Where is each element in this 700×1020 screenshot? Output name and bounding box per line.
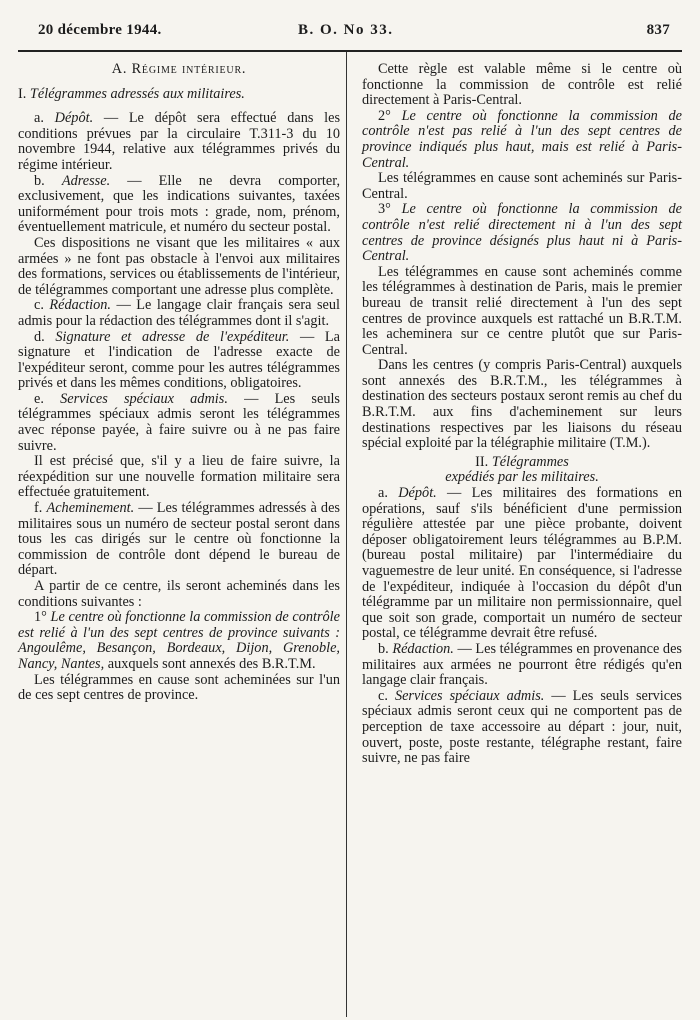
paragraph-redaction <box>18 298 340 329</box>
section-1-title: Télégrammes adressés aux militaires. <box>29 85 245 102</box>
section-2-heading <box>362 455 682 486</box>
case-1-number: 1° <box>34 609 51 626</box>
paragraph-adresse <box>18 174 340 236</box>
case-2-number: 2° <box>378 107 402 124</box>
right-column <box>362 62 682 767</box>
adresse-label: Adresse. <box>61 172 111 189</box>
services-2-text: — Les seuls services spéciaux admis seront ceux qui ne comportent pas de perception de taxe accessoire au départ : jour, nuit, ouvert, poste, poste restante, télégraphe restant, faire suivre, ne pas faire <box>362 687 682 767</box>
paragraph-redaction-2 <box>362 642 682 689</box>
paragraph-regle: Cette règle est valable même si le centre où fonctionne la commission de contrôle est relié directement à Paris-Central. <box>362 61 682 109</box>
depot-2-letter: a. <box>378 485 399 502</box>
services-2-label: Services spéciaux admis. <box>394 687 545 704</box>
adresse-letter: b. <box>34 172 62 189</box>
case-2-italic: Le centre où fonctionne la commission de contrôle n'est pas relié à l'un des sept centres de province indiqués plus haut, mais est relié à Paris-Central. <box>362 107 682 171</box>
services-2-letter: c. <box>378 687 395 704</box>
section-2-title-line1: Télégrammes <box>491 453 569 470</box>
case-1-italic: Le centre où fonctionne la commission de contrôle est relié à l'un des sept centres de province suivants : Angoulême, Besançon, Bordeaux, Dijon, Grenoble, Nancy, Nantes, <box>18 609 340 672</box>
paragraph-case-1 <box>18 610 340 672</box>
section-1-heading <box>18 87 340 103</box>
section-a-heading <box>18 62 340 78</box>
depot-label: Dépôt. <box>54 110 94 127</box>
redaction-label: Rédaction. <box>49 297 111 314</box>
adresse-text: — Elle ne devra comporter, exclusivement, que les indications suivantes, taxées uniformément pour trois mots : grade, nom, prénom, éventuellement matricule, et numéro du secteur postal. <box>18 172 341 236</box>
header-date: 20 décembre 1944. <box>38 22 162 38</box>
paragraph-services <box>18 392 340 454</box>
section-2-title-line2: expédiés par les militaires. <box>445 469 599 486</box>
redaction-2-letter: b. <box>378 640 393 657</box>
services-text: — Les seuls télégrammes spéciaux admis seront les télégrammes avec réponse payée, à faire suivre ou à ne pas faire suivre. <box>18 390 340 454</box>
case-3-italic: Le centre où fonctionne la commission de contrôle n'est relié directement ni à l'un des sept centres de province désignés plus haut ni à Paris-Central. <box>362 201 682 265</box>
header-page-number: 837 <box>646 22 670 38</box>
page-header <box>38 22 670 44</box>
depot-letter: a. <box>34 110 55 127</box>
case-1-text: auxquels sont annexés des B.R.T.M. <box>104 655 316 672</box>
case-3-number: 3° <box>378 201 402 218</box>
paragraph-depot-2 <box>362 486 682 642</box>
paragraph-case-1-follow: Les télégrammes en cause sont acheminées sur l'un de ces sept centres de province. <box>18 671 340 704</box>
header-bulletin: B. O. No 33. <box>298 22 394 38</box>
services-letter: e. <box>34 390 61 407</box>
acheminement-label: Acheminement. <box>46 500 135 517</box>
paragraph-case-3-follow: Les télégrammes en cause sont acheminés comme les télégrammes à destination de Paris, mais le premier bureau de transit relié directement à l'un des sept centres de province auxquels est rattaché un B.R.T.M. les acheminera sur ce centre plutôt que sur Paris-Central. <box>362 263 682 358</box>
section-a-title: Régime intérieur. <box>131 61 247 77</box>
paragraph-dans-centres: Dans les centres (y compris Paris-Central) auxquels sont annexés des B.R.T.M., les télégrammes à destination des secteurs postaux seront remis au chef du B.R.T.M. aux fins d'acheminement sur leurs destinations respectives par les liaisons du réseau spécial exploité par la télégraphie militaire (T.M.). <box>362 357 683 452</box>
paragraph-case-2-follow: Les télégrammes en cause sont acheminés sur Paris-Central. <box>362 170 682 202</box>
depot-2-text: — Les militaires des formations en opérations, sauf s'ils bénéficient d'une permission régulière attestée par une pièce probante, doivent déposer obligatoirement leurs télégrammes au B.P.M. (bureau postal militaire) par l'intermédiaire du vaguemestre de leur unité. En conséquence, si l'adresse de l'expéditeur, indiquée à l'occasion du dépôt d'un télégramme par un militaire non permissionnaire, quel que soit son grade, comportait un numéro de secteur postal, ce télégramme devrait être refusé. <box>362 485 682 642</box>
paragraph-dispositions: Ces dispositions ne visant que les militaires « aux armées » ne font pas obstacle à l'envoi aux militaires des formations, services ou établissements de l'intérieur, de télégrammes comportant une adresse plus complète. <box>18 234 340 298</box>
header-rule <box>18 50 682 52</box>
signature-label: Signature et adresse de l'expéditeur. <box>55 328 290 345</box>
paragraph-case-2 <box>362 109 682 171</box>
paragraph-partir: A partir de ce centre, ils seront acheminés dans les conditions suivantes : <box>18 578 340 610</box>
section-1-number: I. <box>18 85 27 102</box>
paragraph-depot <box>18 111 340 173</box>
paragraph-precise: Il est précisé que, s'il y a lieu de faire suivre, la réexpédition sur une nouvelle formation militaire sera effectuée gratuitement. <box>18 453 340 501</box>
paragraph-acheminement <box>18 501 340 579</box>
signature-letter: d. <box>34 328 56 345</box>
depot-2-label: Dépôt. <box>398 485 437 502</box>
depot-text: — Le dépôt sera effectué dans les conditions prévues par la circulaire T.311-3 du 10 novembre 1944, relative aux télégrammes privés du régime intérieur. <box>18 110 341 173</box>
redaction-2-text: — Les télégrammes en provenance des militaires aux armées ne pourront être rédigés qu'en langage clair français. <box>362 640 682 689</box>
column-divider <box>346 52 347 1017</box>
acheminement-text: — Les télégrammes adressés à des militaires sous un numéro de secteur postal seront dans tous les cas dirigés sur le centre où fonctionne la commission de contrôle dont dépend le bureau de départ. <box>18 500 340 579</box>
left-column <box>18 56 340 704</box>
paragraph-case-3 <box>362 202 682 264</box>
services-label: Services spéciaux admis. <box>60 390 228 407</box>
redaction-text: — Le langage clair français sera seul admis pour la rédaction des télégrammes dont il s'agit. <box>18 297 340 329</box>
paragraph-signature <box>18 330 340 392</box>
section-2-number: II. <box>475 453 489 470</box>
redaction-letter: c. <box>34 297 50 314</box>
acheminement-letter: f. <box>34 500 47 517</box>
redaction-2-label: Rédaction. <box>392 640 454 657</box>
section-a-letter: A. <box>111 61 128 77</box>
paragraph-services-2 <box>362 689 682 767</box>
signature-text: — La signature et l'indication de l'adresse exacte de l'expéditeur seront, comme pour les autres télégrammes privés et dans les mêmes conditions, obligatoires. <box>18 328 341 392</box>
